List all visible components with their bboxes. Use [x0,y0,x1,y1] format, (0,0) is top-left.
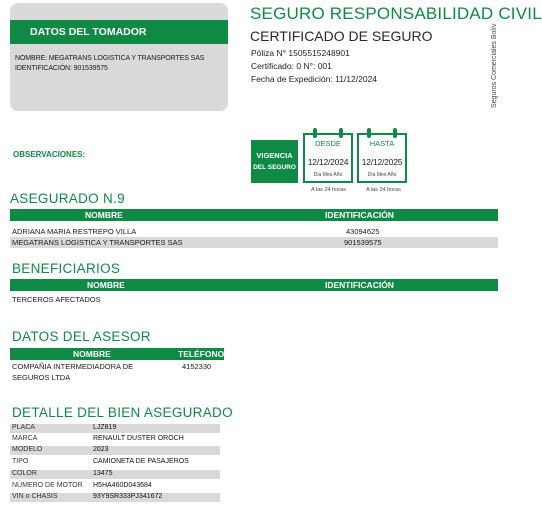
desde-label: DESDE [315,139,341,148]
hasta-label: HASTA [369,139,395,148]
hasta-date: 12/12/2025 [361,157,403,167]
asesor-col-telefono: TELÉFONO [178,349,225,359]
asesor-nombre-2: SEGUROS LTDA [12,373,71,382]
detalle-row-color: COLOR 13475 [10,470,220,479]
asesor-col-nombre: NOMBRE [73,349,111,359]
calendar-hasta-icon [357,133,407,183]
table-row: MEGATRANS LOGISTICA Y TRANSPORTES SAS 901539575 [10,237,498,248]
hasta-hours: A las 24 horas [366,187,401,193]
detalle-row-placa: PLACA LJZ819 [10,424,220,433]
asegurado-col-id: IDENTIFICACIÓN [325,210,394,220]
table-row: TERCEROS AFECTADOS [12,295,101,304]
observaciones-label: OBSERVACIONES: [13,150,86,159]
desde-dma: Día Mes Año [313,172,343,178]
detalle-row-tipo: TIPO CAMIONETA DE PASAJEROS [12,458,189,465]
beneficiarios-col-id: IDENTIFICACIÓN [325,280,394,290]
beneficiarios-col-nombre: NOMBRE [87,280,125,290]
asesor-title: DATOS DEL ASESOR [12,329,151,344]
desde-date: 12/12/2024 [307,157,349,167]
desde-hours: A las 24 horas [311,187,346,193]
tomador-identificacion: IDENTIFICACIÓN: 901539575 [15,65,108,72]
asesor-nombre-1: COMPAÑIA INTERMEDIADORA DE [12,362,134,371]
hasta-dma: Día Mes Año [367,172,397,178]
calendar-desde-icon [303,133,353,183]
beneficiarios-title: BENEFICIARIOS [12,261,121,276]
vigencia-badge [251,140,298,183]
asesor-telefono: 4152330 [182,362,212,371]
asesor-header-bar [10,348,224,360]
detalle-row-modelo: MODELO 2023 [10,446,220,455]
asegurado-title: ASEGURADO N.9 [10,191,125,206]
asesor-row [10,362,224,384]
detalle-row-vin: VIN o CHASIS 93Y9SR333PJ341672 [10,493,220,502]
table-row: ADRIANA MARIA RESTREPO VILLA 43094625 [12,227,380,236]
tomador-nombre: NOMBRE: MEGATRANS LOGISTICA Y TRANSPORTES SAS [15,55,205,62]
document-subtitle: CERTIFICADO DE SEGURO [250,28,433,44]
tomador-heading: DATOS DEL TOMADOR [10,20,228,44]
document-title: SEGURO RESPONSABILIDAD CIVIL [250,4,542,23]
vertical-company-text: Seguros Comerciales Bolív [491,23,498,108]
detalle-row-marca: MARCA RENAULT DUSTER OROCH [12,435,184,442]
vigencia-label-2: DEL SEGURO [253,164,296,171]
certificado-number: Certificado: 0 N°: 001 [251,61,332,71]
asegurado-col-nombre: NOMBRE [85,210,123,220]
detalle-title: DETALLE DEL BIEN ASEGURADO [12,405,233,420]
poliza-number: Póliza N° 1505515248901 [251,48,350,58]
vigencia-label-1: VIGENCIA [256,151,293,160]
fecha-expedicion: Fecha de Expedición: 11/12/2024 [251,74,378,84]
beneficiarios-header-bar [10,279,498,291]
tomador-box [10,3,228,111]
detalle-row-motor: NÚMERO DE MOTOR H5HA460D043684 [12,482,152,489]
asegurado-header-bar [10,209,498,221]
